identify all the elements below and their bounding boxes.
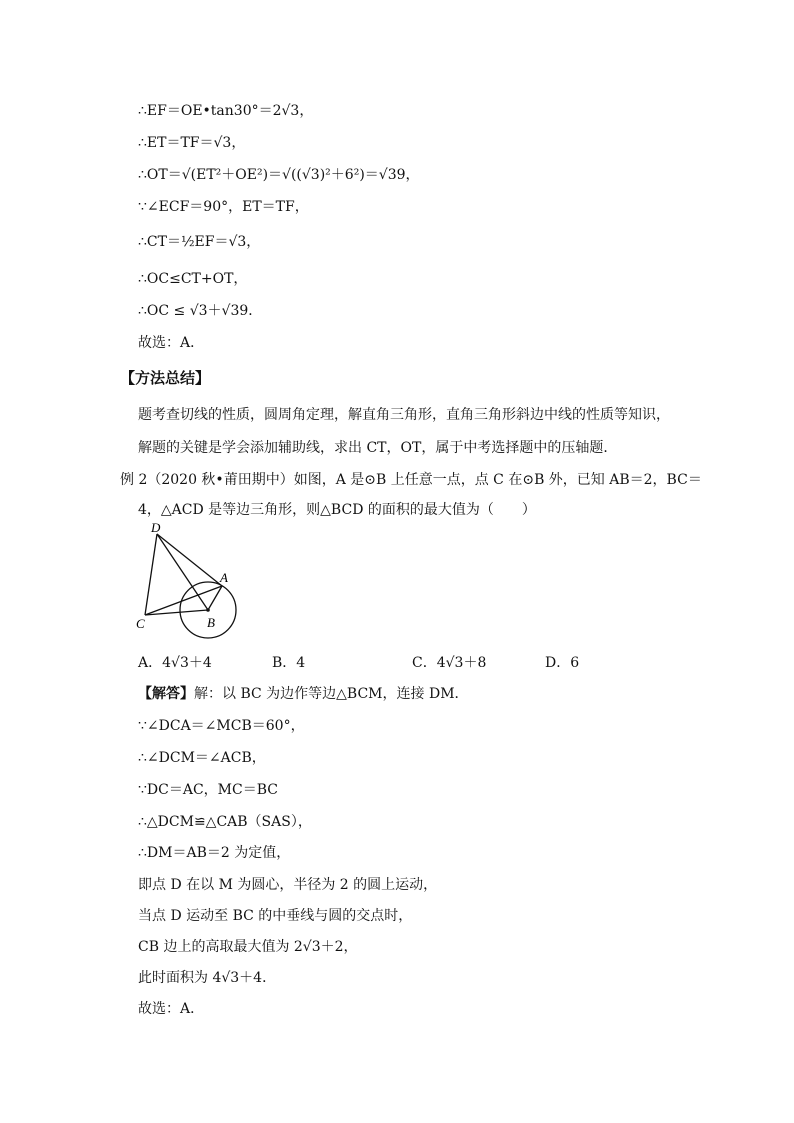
- solution-line: ∴EF＝OE•tan30°＝2√3，: [138, 103, 314, 119]
- answer-line: 即点 D 在以 M 为圆心，半径为 2 的圆上运动，: [138, 877, 438, 893]
- answer-line: 故选：A．: [138, 1001, 205, 1017]
- solution-line: ∴CT＝½EF＝√3，: [138, 234, 261, 250]
- segment-dc: [145, 534, 157, 615]
- segment-ca: [145, 586, 222, 615]
- solution-line: 故选：A．: [138, 335, 205, 351]
- example-question-line: 4，△ACD 是等边三角形，则△BCD 的面积的最大值为（ ）: [138, 502, 536, 518]
- method-summary-heading: 【方法总结】: [120, 369, 211, 387]
- answer-line: ∵∠DCA＝∠MCB＝60°，: [138, 718, 305, 734]
- segment-ab: [208, 586, 222, 610]
- method-summary-line: 题考查切线的性质，圆周角定理，解直角三角形，直角三角形斜边中线的性质等知识，: [138, 407, 670, 423]
- segment-da: [157, 534, 222, 586]
- geometry-figure: [128, 518, 248, 644]
- solution-line: ∴OT＝√(ET²＋OE²)＝√((√3)²＋6²)＝√39，: [138, 167, 420, 183]
- label-a: A: [220, 570, 228, 585]
- label-b: B: [207, 615, 215, 630]
- answer-line: ∴DM＝AB＝2 为定值，: [138, 845, 291, 861]
- answer-line: 此时面积为 4√3＋4．: [138, 970, 277, 986]
- option-a: A．4√3＋4: [138, 655, 212, 671]
- answer-line: ∴△DCM≌△CAB（SAS），: [138, 814, 312, 830]
- answer-first-line: [138, 684, 469, 704]
- solution-line: ∴ET＝TF＝√3，: [138, 135, 246, 151]
- option-b: B．4: [272, 655, 306, 671]
- option-c: C．4√3＋8: [412, 655, 487, 671]
- answer-line: 当点 D 运动至 BC 的中垂线与圆的交点时，: [138, 908, 413, 924]
- solution-line: ∵∠ECF＝90°，ET＝TF，: [138, 199, 309, 215]
- answer-tag: 【解答】: [138, 686, 194, 702]
- point-b: [206, 608, 210, 612]
- solution-line: ∴OC ≤ √3＋√39．: [138, 303, 263, 319]
- method-summary-line: 解题的关键是学会添加辅助线，求出 CT，OT，属于中考选择题中的压轴题．: [138, 440, 618, 456]
- example-question-line: 例 2（2020 秋•莆田期中）如图，A 是⊙B 上任意一点，点 C 在⊙B 外，已知 AB＝2，BC＝: [120, 472, 702, 488]
- option-d: D．6: [545, 655, 580, 671]
- answer-first-text: 解：以 BC 为边作等边△BCM，连接 DM．: [194, 686, 469, 702]
- label-c: C: [136, 616, 145, 631]
- answer-line: ∵DC＝AC，MC＝BC: [138, 782, 278, 798]
- answer-line: ∴∠DCM＝∠ACB，: [138, 750, 266, 766]
- solution-line: ∴OC≤CT+OT，: [138, 271, 248, 287]
- answer-line: CB 边上的高取最大值为 2√3＋2，: [138, 939, 358, 955]
- label-d: D: [151, 520, 161, 535]
